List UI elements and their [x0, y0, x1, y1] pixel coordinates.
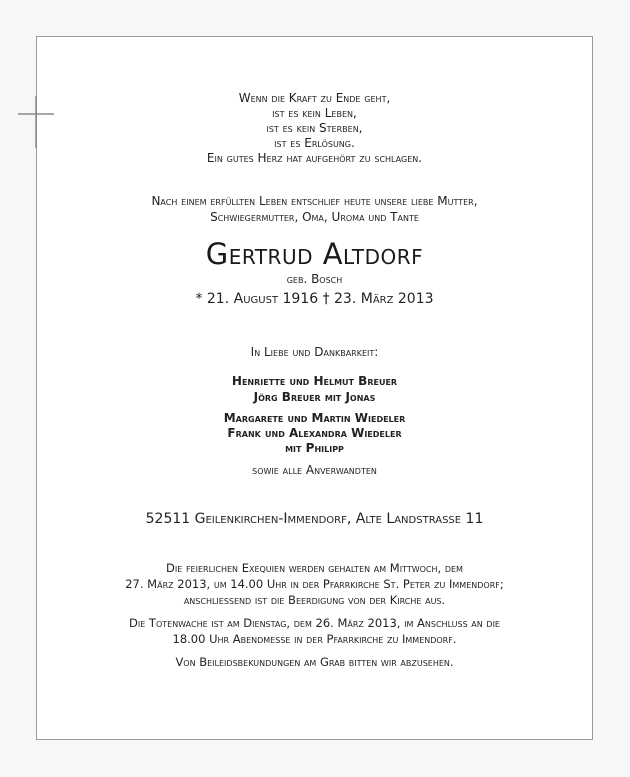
intro-line: Nach einem erfüllten Leben entschlief heute unsere liebe Mutter,: [151, 194, 478, 208]
wake-line: 18.00 Uhr Abendmesse in der Pfarrkirche zu Immendorf.: [172, 632, 457, 646]
service-line: 27. März 2013, um 14.00 Uhr in der Pfarrkirche St. Peter zu Immendorf;: [125, 577, 504, 591]
poem-line: ist es kein Leben,: [272, 106, 357, 120]
mourner-line: Frank und Alexandra Wiedeler: [227, 426, 402, 440]
mourner-line: Henriette und Helmut Breuer: [231, 374, 398, 388]
poem-line: Wenn die Kraft zu Ende geht,: [238, 91, 391, 105]
life-dates: * 21. August 1916 † 23. März 2013: [195, 291, 434, 307]
mourner-line: mit Philipp: [285, 441, 344, 455]
poem-line: Ein gutes Herz hat aufgehört zu schlagen.: [206, 151, 423, 165]
deceased-name: Gertrud Altdorf: [205, 237, 424, 271]
address: 52511 Geilenkirchen-Immendorf, Alte Landstrasse 11: [145, 511, 484, 527]
mourners-heading: In Liebe und Dankbarkeit:: [250, 345, 379, 359]
service-line: Die feierlichen Exequien werden gehalten am Mittwoch, dem: [166, 561, 463, 575]
mourner-line: Jörg Breuer mit Jonas: [253, 390, 376, 404]
mourner-line: Margarete und Martin Wiedeler: [223, 411, 406, 425]
closing-note: Von Beileidsbekundungen am Grab bitten wir abzusehen.: [175, 655, 454, 669]
intro-line: Schwiegermutter, Oma, Uroma und Tante: [210, 210, 419, 224]
mourners-closing: sowie alle Anverwandten: [252, 463, 377, 477]
maiden-name: geb. Bosch: [286, 272, 343, 286]
poem-line: ist es Erlösung.: [274, 136, 355, 150]
poem-line: ist es kein Sterben,: [266, 121, 363, 135]
service-line: anschliessend ist die Beerdigung von der Kirche aus.: [183, 593, 446, 607]
wake-line: Die Totenwache ist am Dienstag, dem 26. März 2013, im Anschluss an die: [129, 616, 500, 630]
